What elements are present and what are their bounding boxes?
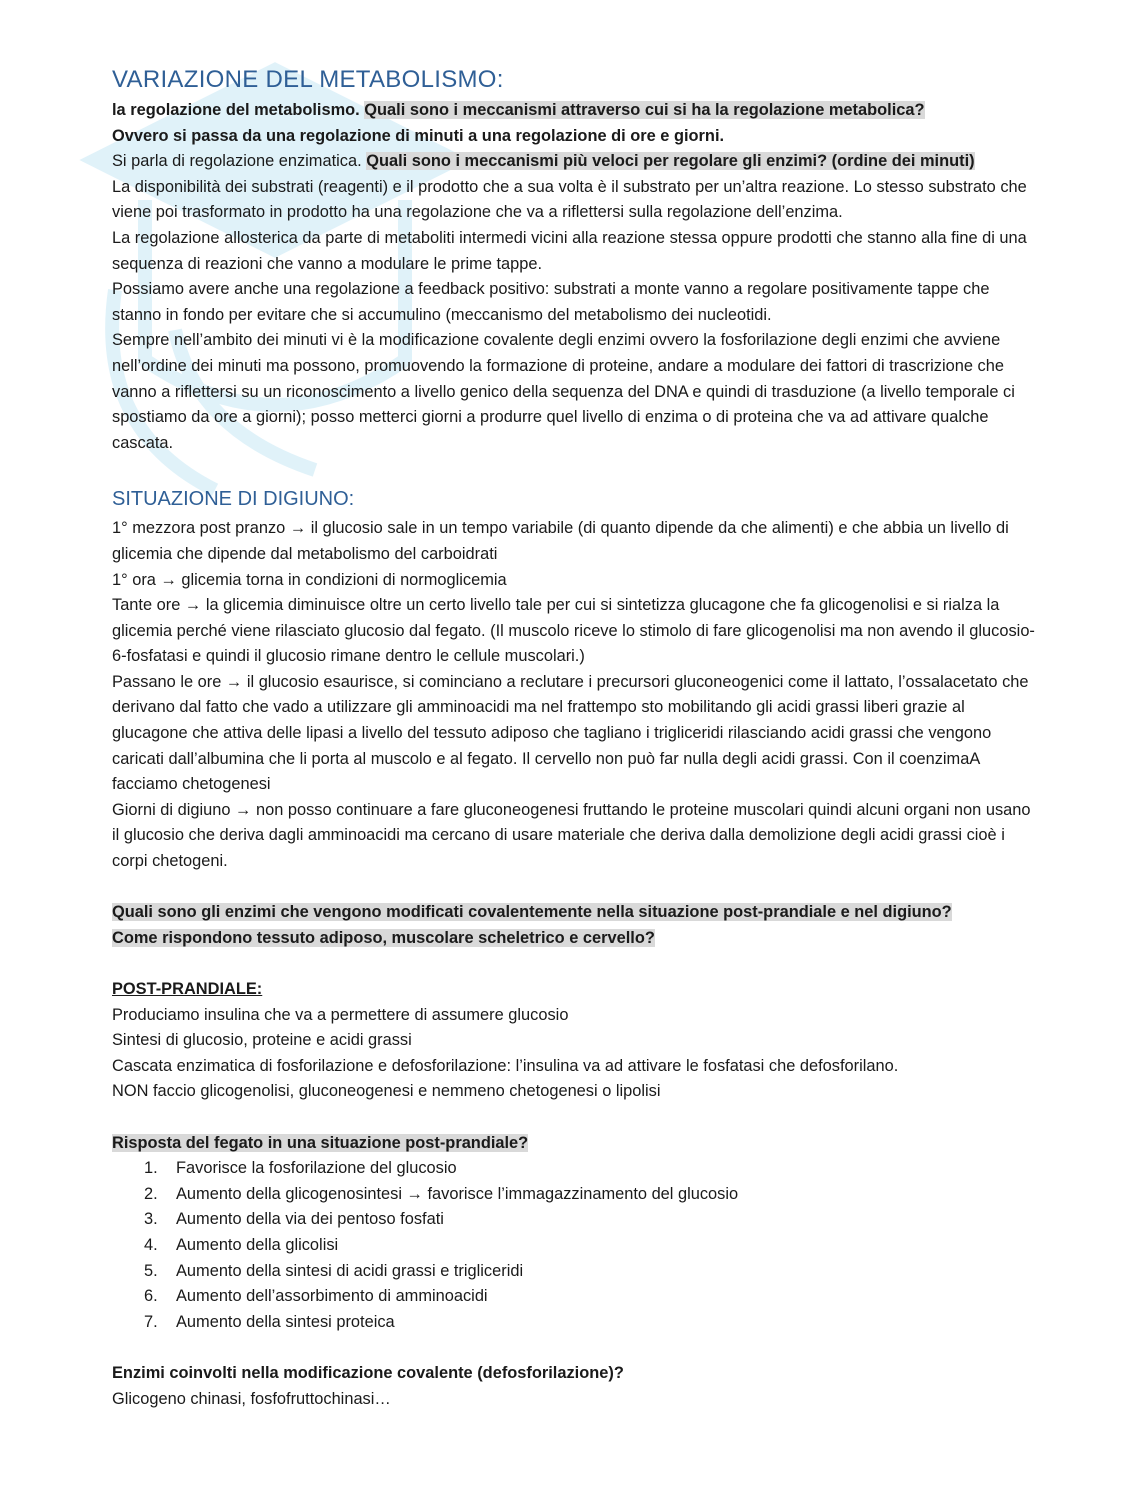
arrow-icon: → [184, 596, 202, 615]
list-number: 7. [144, 1312, 158, 1331]
spacer [112, 951, 1042, 977]
step-text: il glucosio sale in un tempo variabile (di quanto dipende da che alimenti) e che abbia un livello di glicemia che dipende dal metabolismo del carboidrati [112, 519, 1009, 563]
list-number: 1. [144, 1159, 158, 1178]
list-number: 5. [144, 1261, 158, 1280]
arrow-icon: → [225, 672, 243, 691]
list-number: 4. [144, 1235, 158, 1254]
arrow-icon: → [235, 800, 252, 819]
highlighted-question: Quali sono gli enzimi che vengono modificati covalentemente nella situazione post-prandiale e nel digiuno? [112, 903, 952, 922]
paragraph-substrati: La disponibilità dei substrati (reagenti) e il prodotto che a sua volta è il substrato per un’altra reazione. Lo stesso substrato che viene poi trasformato in prodotto ha una regolazione che va a riflettersi sulla regolazione dell’enzima. [112, 177, 1027, 222]
list-text: Aumento della glicolisi [176, 1235, 339, 1254]
list-text: Aumento della via dei pentoso fosfati [176, 1210, 444, 1229]
step-label: Passano le ore [112, 672, 226, 691]
list-item [112, 1207, 1042, 1233]
highlighted-question: Quali sono i meccanismi attraverso cui si ha la regolazione metabolica? [364, 101, 925, 119]
question-enzimi-coinvolti: Enzimi coinvolti nella modificazione covalente (defosforilazione)? [112, 1363, 624, 1382]
list-text: Aumento della glicogenosintesi [176, 1184, 407, 1203]
section-title-digiuno: SITUAZIONE DI DIGIUNO: [112, 488, 355, 511]
plain-text: Si parla di regolazione enzimatica. [112, 152, 367, 171]
step-text: la glicemia diminuisce oltre un certo livello tale per cui si sintetizza glucagone che fa glicogenolisi e si rialza la glicemia perché viene rilasciato glucosio dal fegato. (Il muscolo riceve lo stimolo di fare glicogenolisi ma non avendo il glucosio-6-fosfatasi e quindi il glucosio rimane dentro le cellule muscolari.) [112, 596, 1035, 666]
list-text: Favorisce la fosforilazione del glucosio [176, 1159, 457, 1178]
list-text: Aumento dell’assorbimento di amminoacidi [176, 1287, 488, 1306]
digiuno-step-1 [112, 516, 1042, 567]
list-item [112, 1156, 1042, 1182]
spacer [112, 1335, 1042, 1361]
question-tessuti [112, 926, 1042, 952]
step-text: non posso continuare a fare gluconeogenesi fruttando le proteine muscolari quindi alcuni organi non usano il glucosio che deriva dagli amminoacidi ma cercano di usare materiale che deriva dalla demolizione degli acidi grassi cioè i corpi chetogeni. [112, 800, 1031, 871]
list-item [112, 1284, 1042, 1310]
fegato-list [112, 1156, 1042, 1335]
arrow-icon: → [406, 1184, 423, 1203]
digiuno-step-3 [112, 593, 1042, 670]
list-number: 2. [144, 1184, 158, 1203]
step-label: 1° ora [112, 570, 161, 589]
step-label: 1° mezzora post pranzo [112, 519, 290, 538]
postprandiale-line: Cascata enzimatica di fosforilazione e defosforilazione: l’insulina va ad attivare le fosfatasi che defosforilano. [112, 1056, 899, 1075]
line-ovvero: Ovvero si passa da una regolazione di minuti a una regolazione di ore e giorni. [112, 126, 725, 145]
highlighted-question: Come rispondono tessuto adiposo, muscolare scheletrico e cervello? [112, 928, 655, 947]
step-label: Giorni di digiuno [112, 800, 236, 819]
postprandiale-line: NON faccio glicogenolisi, gluconeogenesi e nemmeno chetogenesi o lipolisi [112, 1082, 661, 1101]
highlighted-question: Risposta del fegato in una situazione post-prandiale? [112, 1133, 529, 1152]
section-title-variazione: VARIAZIONE DEL METABOLISMO: [112, 66, 504, 93]
paragraph-feedback: Possiamo avere anche una regolazione a feedback positivo: substrati a monte vanno a regolare positivamente tappe che stanno in fondo per evitare che si accumulino (meccanismo del metabolismo dei nucleotidi. [112, 280, 990, 324]
list-number: 3. [144, 1210, 158, 1229]
document-page [112, 62, 1042, 1412]
list-number: 6. [144, 1287, 158, 1306]
spacer [112, 1105, 1042, 1131]
answer-enzimi: Glicogeno chinasi, fosfofruttochinasi… [112, 1389, 391, 1408]
list-item [112, 1233, 1042, 1259]
heading-post-prandiale: POST-PRANDIALE: [112, 980, 263, 998]
paragraph-allosterica: La regolazione allosterica da parte di metaboliti intermedi vicini alla reazione stessa oppure prodotti che stanno alla fine di una sequenza di reazioni che vanno a modulare le prime tappe. [112, 228, 1027, 273]
postprandiale-line: Sintesi di glucosio, proteine e acidi grassi [112, 1031, 412, 1050]
list-text-rest: favorisce l’immagazzinamento del glucosio [422, 1184, 739, 1203]
list-item [112, 1182, 1042, 1208]
digiuno-step-5 [112, 798, 1042, 875]
spacer [112, 875, 1042, 901]
list-item [112, 1259, 1042, 1285]
postprandiale-line: Produciamo insulina che va a permettere di assumere glucosio [112, 1005, 569, 1024]
highlighted-question: Quali sono i meccanismi più veloci per regolare gli enzimi? (ordine dei minuti) [366, 152, 975, 171]
list-text: Aumento della sintesi di acidi grassi e trigliceridi [176, 1261, 524, 1280]
step-label: Tante ore [112, 596, 185, 615]
bold-text: la regolazione del metabolismo. [112, 101, 365, 119]
line-regolazione-enzimatica [112, 149, 1042, 175]
step-text: il glucosio esaurisce, si cominciano a reclutare i precursori gluconeogenici come il lattato, l’ossalacetato che derivano dal fatto che vado a utilizzare gli amminoacidi ma nel frattempo sto mobilitando gli acidi grassi liberi grazie al glucagone che attiva delle lipasi a livello del tessuto adiposo che tagliano i trigliceridi rilasciando acidi grassi che vengono caricati dall’albumina che li porta al muscolo e al fegato. Il cervello non può far nulla degli acidi grassi. Con il coenzimaA facciamo chetogenesi [112, 672, 1029, 794]
list-item [112, 1310, 1042, 1336]
question-enzimi-modificati [112, 900, 1042, 926]
arrow-icon: → [289, 519, 307, 538]
question-fegato [112, 1131, 1042, 1157]
list-text: Aumento della sintesi proteica [176, 1312, 395, 1331]
digiuno-step-2 [112, 568, 1042, 594]
line-regolazione [112, 98, 1042, 124]
paragraph-covalente: Sempre nell’ambito dei minuti vi è la modificazione covalente degli enzimi ovvero la fosforilazione degli enzimi che avviene nell’ordine dei minuti ma possono, promuovendo la formazione di proteine, andare a modulare dei fattori di trascrizione che vanno a riflettersi su un riconoscimento a livello genico della sequenza del DNA e quindi di trasduzione (a livello temporale ci spostiamo da ore a giorni); posso metterci giorni a produrre quel livello di enzima o di proteina che va ad attivare qualche cascata. [112, 331, 1015, 452]
arrow-icon: → [160, 570, 177, 589]
digiuno-step-4 [112, 670, 1042, 798]
step-text: glicemia torna in condizioni di normoglicemia [176, 570, 507, 589]
